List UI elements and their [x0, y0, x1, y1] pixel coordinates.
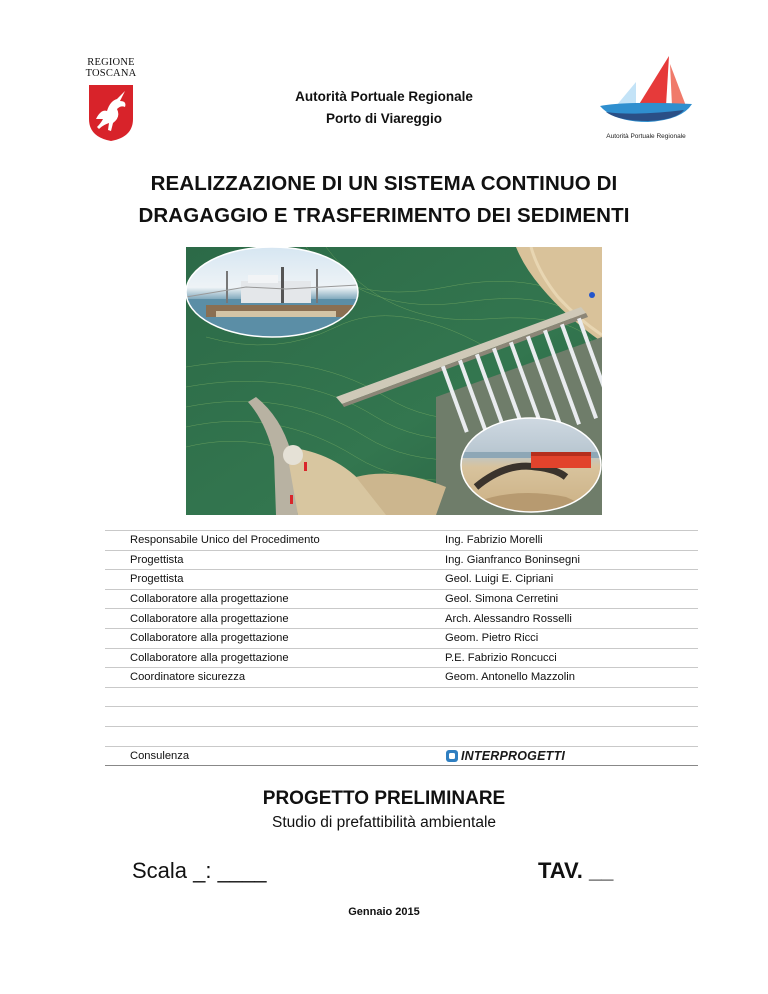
- scale-label: Scala _: ____: [132, 858, 267, 883]
- document-type: PROGETTO PRELIMINARE: [262, 788, 506, 809]
- port-name: Porto di Viareggio: [325, 111, 442, 126]
- credits-table: [105, 530, 698, 766]
- credit-name: Geol. Luigi E. Cipriani: [420, 570, 698, 590]
- credit-role: Progettista: [105, 550, 420, 570]
- credit-role: Responsabile Unico del Procedimento: [105, 531, 420, 551]
- table-row: [105, 668, 698, 688]
- authority-sailboat-logo: [596, 54, 696, 140]
- project-title: [0, 168, 768, 232]
- tav-label: TAV. __: [538, 858, 614, 883]
- document-date: Gennaio 2015: [348, 906, 420, 918]
- table-row: [105, 648, 698, 668]
- consulenza-logo-cell: [420, 746, 698, 766]
- table-row: [105, 609, 698, 629]
- credit-role: Progettista: [105, 570, 420, 590]
- credit-name: Ing. Fabrizio Morelli: [420, 531, 698, 551]
- credit-role: Collaboratore alla progettazione: [105, 609, 420, 629]
- sailboat-icon: [596, 54, 696, 130]
- table-row: [105, 628, 698, 648]
- table-row: [105, 570, 698, 590]
- credit-name: Geom. Antonello Mazzolin: [420, 668, 698, 688]
- interprogetti-logo: [445, 749, 565, 763]
- credit-name: P.E. Fabrizio Roncucci: [420, 648, 698, 668]
- credit-name: Geom. Pietro Ricci: [420, 628, 698, 648]
- credit-role: Collaboratore alla progettazione: [105, 589, 420, 609]
- consulenza-label: Consulenza: [105, 746, 420, 766]
- table-row: [105, 589, 698, 609]
- title-line1: REALIZZAZIONE DI UN SISTEMA CONTINUO DI: [150, 172, 618, 195]
- credit-name: Arch. Alessandro Rosselli: [420, 609, 698, 629]
- interprogetti-mark-icon: [445, 749, 459, 763]
- table-row-empty: [105, 707, 698, 727]
- document-subtitle: Studio di prefattibilità ambientale: [271, 814, 497, 831]
- table-row-empty: [105, 687, 698, 707]
- interprogetti-logo-text: INTERPROGETTI: [461, 748, 565, 763]
- credit-role: Collaboratore alla progettazione: [105, 628, 420, 648]
- credit-name: Geol. Simona Cerretini: [420, 589, 698, 609]
- credit-role: Collaboratore alla progettazione: [105, 648, 420, 668]
- aerial-port-photo: [186, 247, 602, 515]
- table-row: [105, 550, 698, 570]
- table-row: [105, 531, 698, 551]
- credit-name: Ing. Gianfranco Boninsegni: [420, 550, 698, 570]
- table-row-empty: [105, 726, 698, 746]
- authority-logo-caption: Autorità Portuale Regionale: [606, 133, 686, 140]
- regione-logo-line1: REGIONE: [87, 57, 135, 68]
- authority-name: Autorità Portuale Regionale: [295, 89, 473, 104]
- credit-role: Coordinatore sicurezza: [105, 668, 420, 688]
- regione-logo-line2: TOSCANA: [85, 68, 137, 79]
- table-row-consulenza: [105, 746, 698, 766]
- title-line2: DRAGAGGIO E TRASFERIMENTO DEI SEDIMENTI: [138, 204, 630, 227]
